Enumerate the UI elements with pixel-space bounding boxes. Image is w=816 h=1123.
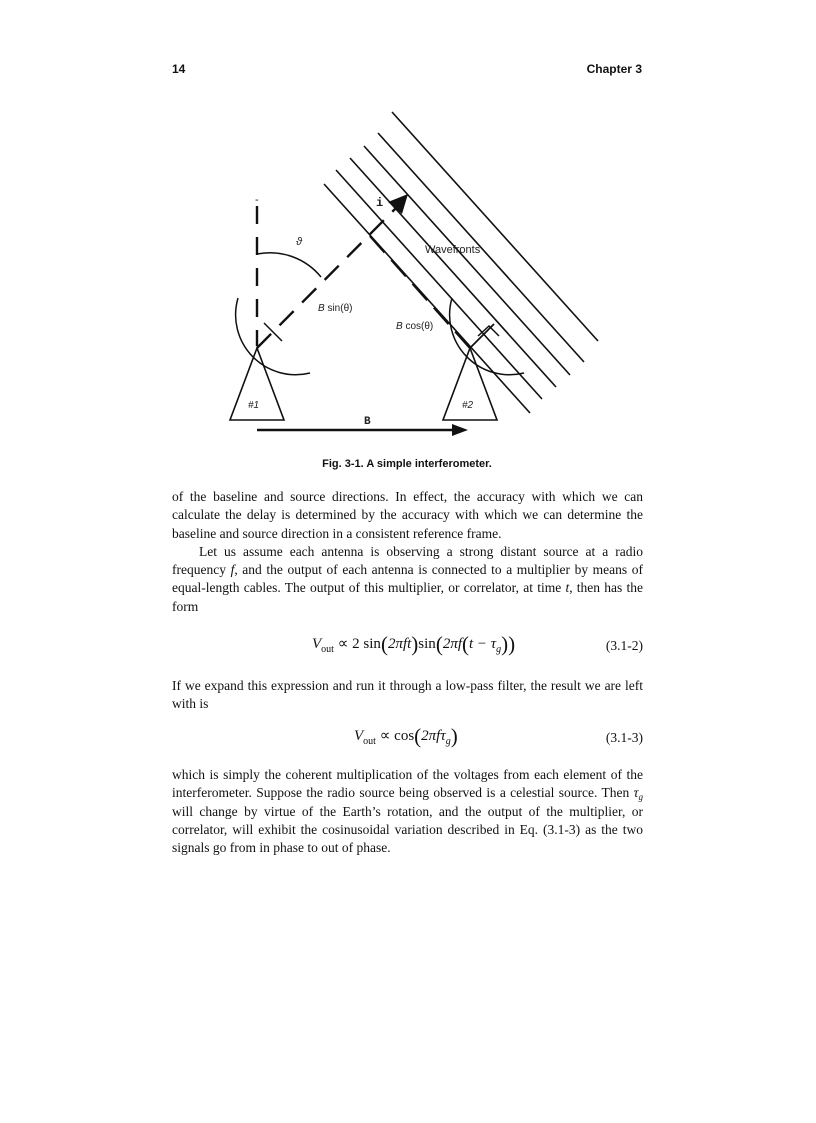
interferometer-diagram — [200, 108, 600, 443]
eq2-sub-out: out — [363, 736, 376, 747]
eq1-rparen3: ) — [501, 632, 509, 656]
para4-sub-g: g — [638, 792, 643, 803]
equation-3-1-2-expression — [312, 634, 515, 655]
eq1-sub-g: g — [496, 644, 502, 655]
wavefront-line — [364, 146, 570, 375]
eq2-v: V — [354, 728, 364, 744]
para4-tau-symbol — [633, 785, 643, 803]
para4-text-a: which is simply the coherent multiplication of the voltages from each element of the interferometer. Suppose the radio source being observed is a celestial source. Then — [172, 767, 643, 801]
b-sin-theta-rest: sin(θ) — [324, 303, 353, 314]
eq2-rparen: ) — [450, 724, 458, 748]
b-sin-theta-label — [318, 303, 352, 314]
b-sin-theta-b: B — [318, 303, 325, 314]
wavefront-line — [336, 170, 542, 399]
paragraph-baseline-accuracy: of the baseline and source directions. In effect, the accuracy with which we can calculate the delay is determined by the accuracy with which we can determine the baseline and source direction in a consistent reference frame. — [172, 489, 643, 541]
wavefront-line — [350, 158, 556, 387]
antenna1-dish — [236, 298, 310, 375]
theta-label: ϑ — [296, 236, 303, 248]
baseline-label: B — [364, 416, 371, 428]
body-block-3 — [172, 766, 643, 857]
figure-caption: Fig. 3-1. A simple interferometer. — [322, 458, 492, 470]
para2-text-b: , and the output of each antenna is connected to a multiplier by means of equal-length cables. The output of this multiplier, or correlator, at time — [172, 562, 643, 596]
body-block-1 — [172, 488, 643, 616]
eq1-rparen2: ) — [508, 632, 516, 656]
eq1-2pif: 2πf — [442, 636, 462, 652]
eq2-2piftau: 2πfτ — [421, 728, 446, 744]
equation-3-1-2 — [172, 634, 643, 660]
para2-time-symbol: t — [565, 580, 570, 596]
eq1-lparen2: ( — [435, 632, 443, 656]
eq1-lparen3: ( — [462, 632, 469, 656]
paragraph-low-pass: If we expand this expression and run it through a low-pass filter, the result we are left with is — [172, 678, 643, 712]
interferometer-figure — [200, 108, 600, 443]
para4-tau: τ — [633, 785, 639, 801]
b-cos-theta-rest: cos(θ) — [402, 321, 434, 332]
para2-frequency-symbol: f — [230, 562, 235, 578]
paragraph-antenna-assumption — [172, 543, 643, 616]
eq1-rparen: ) — [411, 632, 419, 656]
eq1-2pift: 2πft — [387, 636, 412, 652]
equation-3-1-3 — [172, 726, 643, 752]
eq2-sub-g: g — [445, 736, 451, 747]
para2-text-c: , then has the form — [172, 580, 643, 614]
wavefronts-label: Wavefronts — [425, 244, 481, 256]
paragraph-coherent-multiplication — [172, 766, 643, 857]
equation-number-3-1-3: (3.1-3) — [605, 730, 643, 745]
theta-arc — [257, 253, 321, 277]
unit-vector-label: i — [376, 196, 384, 210]
page-number: 14 — [172, 62, 186, 76]
eq2-lparen: ( — [414, 724, 422, 748]
eq1-v: V — [312, 636, 322, 652]
wavefront-lines — [324, 112, 598, 413]
wavefront-line — [392, 112, 598, 341]
b-cos-theta-label — [396, 321, 433, 332]
b-cos-theta-b: B — [396, 321, 403, 332]
para2-text-a: Let us assume each antenna is observing a strong distant source at a radio frequency — [172, 543, 643, 578]
chapter-title: Chapter 3 — [586, 62, 642, 76]
antenna1-label: #1 — [248, 400, 260, 411]
equation-number-3-1-2: (3.1-2) — [605, 638, 643, 653]
source-direction-dashed-line — [257, 208, 396, 348]
running-header — [172, 62, 642, 78]
eq1-lparen: ( — [380, 632, 388, 656]
equation-3-1-3-expression — [354, 726, 458, 747]
zenith-tick-label: - — [255, 194, 259, 206]
body-block-2 — [172, 677, 643, 714]
eq1-tau: τ — [490, 636, 497, 652]
antenna2-normal-line — [470, 324, 494, 348]
eq1-t-minus: t − — [469, 636, 491, 652]
para4-text-b: will change by virtue of the Earth’s rotation, and the output of the multiplier, or correlator, will exhibit the cosinusoidal variation described in Eq. (3.1-3) as the two signals go from in phase to out of phase. — [172, 803, 643, 856]
eq1-sub-out: out — [321, 644, 334, 655]
eq2-prop: ∝ cos — [375, 728, 415, 744]
eq1-sin2: sin — [418, 636, 436, 652]
eq1-prop: ∝ 2 sin — [333, 636, 381, 652]
baseline-arrowhead — [452, 424, 468, 436]
antenna2-label: #2 — [462, 400, 474, 411]
